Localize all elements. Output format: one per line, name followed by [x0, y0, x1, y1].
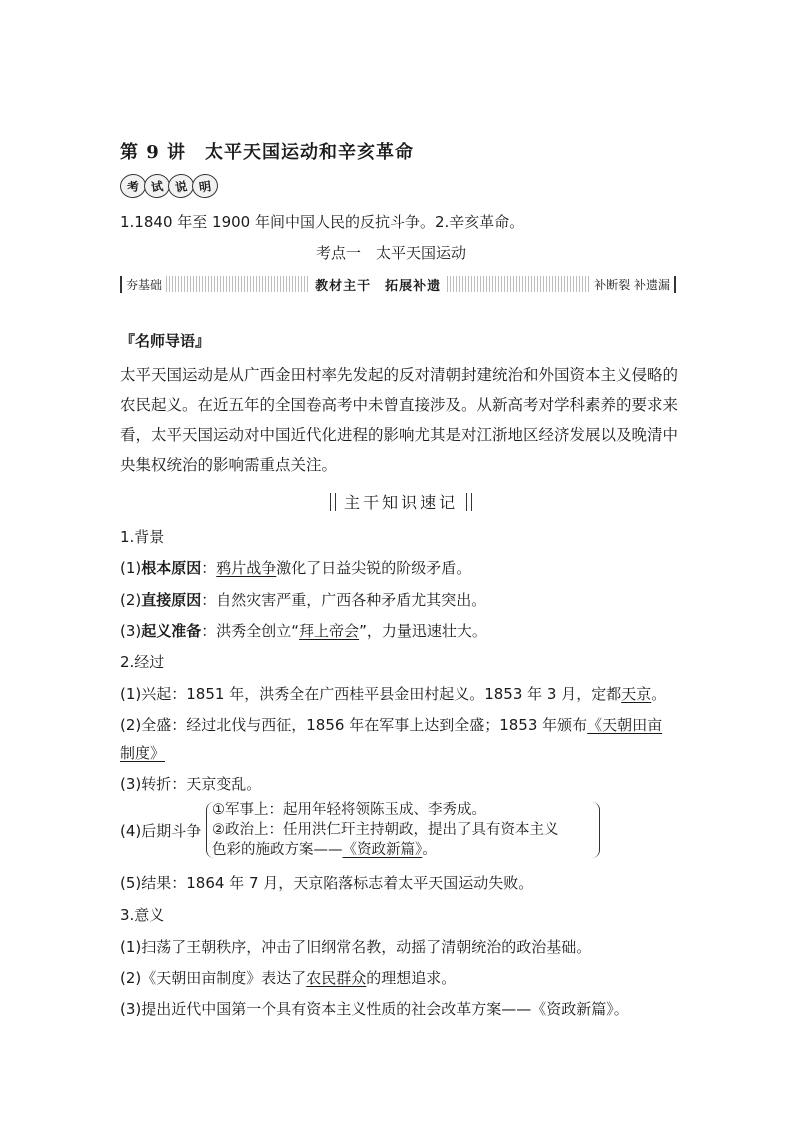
sec2-item-5: (5)结果：1864 年 7 月，天京陷落标志着太平天国运动失败。 — [120, 874, 534, 892]
tag-char: 明 — [190, 172, 219, 199]
sec3-heading: 3.意义 — [120, 906, 165, 924]
brace-line-program — [212, 840, 559, 860]
sec3-item-1: (1)扫荡了王朝秩序，冲击了旧纲常名教，动摇了清朝统治的政治基础。 — [120, 938, 592, 956]
item-bold: 起义准备 — [141, 622, 202, 640]
item-text: ”，力量迅速壮大。 — [359, 622, 487, 640]
item-underlined: 农民群众 — [306, 969, 367, 987]
guide-heading: 『名师导语』 — [120, 332, 211, 350]
item-bold: 直接原因 — [141, 591, 202, 609]
item-text: 。 — [422, 842, 437, 858]
item-underlined: 天京 — [621, 685, 652, 703]
banner-left-label: 夯基础 — [120, 276, 166, 293]
banner-center-label: 教材主干 拓展补遗 — [315, 278, 442, 294]
lecture-title: 第 9 讲 太平天国运动和辛亥革命 — [120, 142, 415, 163]
subhead-left-bar — [330, 493, 336, 511]
item-text: (2)《天朝田亩制度》表达了 — [120, 969, 307, 987]
sec3-item-3: (3)提出近代中国第一个具有资本主义性质的社会改革方案——《资政新篇》。 — [120, 1000, 629, 1018]
item-text: 色彩的施政方案—— — [212, 842, 343, 858]
sec2-item-3: (3)转折：天京变乱。 — [120, 775, 262, 793]
item-text: (1)兴起：1851 年，洪秀全在广西桂平县金田村起义。1853 年 3 月，定都 — [120, 685, 622, 703]
sec1-heading: 1.背景 — [120, 528, 165, 546]
sec2-item-4-label: (4)后期斗争 — [120, 822, 202, 840]
sec2-heading: 2.经过 — [120, 653, 165, 671]
late-struggle-brace — [206, 800, 600, 862]
item-bold: 根本原因 — [141, 559, 202, 577]
section-banner — [120, 274, 676, 294]
item-underlined: 《资政新篇》 — [342, 842, 423, 858]
section-title: 考点一 太平天国运动 — [316, 244, 467, 262]
sec1-item-3 — [120, 621, 487, 641]
item-colon: ： — [201, 559, 217, 577]
banner-right-label: 补断裂 补遗漏 — [590, 276, 676, 293]
sec2-item-1 — [120, 684, 666, 704]
brace-content — [212, 800, 559, 860]
exam-description: 1.1840 年至 1900 年间中国人民的反抗斗争。2.辛亥革命。 — [120, 213, 525, 231]
item-underlined: 制度》 — [120, 744, 166, 762]
right-brace — [591, 802, 600, 858]
sec1-item-2 — [120, 590, 486, 610]
item-text: (2)全盛：经过北伐与西征，1856 年在军事上达到全盛；1853 年颁布 — [120, 716, 588, 734]
item-label: (2) — [120, 591, 142, 609]
item-underlined: 拜上帝会 — [299, 622, 360, 640]
item-text: 的理想追求。 — [366, 969, 457, 987]
item-label: (3) — [120, 622, 142, 640]
brace-line-political: ②政治上：任用洪仁玕主持朝政，提出了具有资本主义 — [212, 822, 559, 838]
sec2-item-2-cont — [120, 743, 165, 763]
item-text: ：洪秀全创立“ — [201, 622, 300, 640]
brace-line-military: ①军事上：起用年轻将领陈玉成、李秀成。 — [212, 802, 486, 818]
tag-char: 试 — [142, 172, 171, 199]
sec2-item-2 — [120, 715, 662, 735]
tag-char: 说 — [166, 172, 195, 199]
tag-char: 考 — [118, 172, 147, 199]
item-label: (1) — [120, 559, 142, 577]
banner-stripe — [166, 276, 309, 292]
guide-paragraph: 太平天国运动是从广西金田村率先发起的反对清朝封建统治和外国资本主义侵略的农民起义。在近五年的全国卷高考中未曾直接涉及。从新高考对学科素养的要求来看，太平天国运动对中国近代化进程的影响尤其是对江浙地区经济发展以及晚清中央集权统治的影响需重点关注。 — [120, 366, 679, 474]
knowledge-subheading — [330, 490, 472, 513]
item-underlined: 鸦片战争 — [216, 559, 277, 577]
sec3-item-2 — [120, 968, 456, 988]
item-text: ：自然灾害严重，广西各种矛盾尤其突出。 — [201, 591, 487, 609]
subhead-text: 主干知识速记 — [344, 493, 459, 512]
item-text: 激化了日益尖锐的阶级矛盾。 — [276, 559, 472, 577]
subhead-right-bar — [466, 493, 472, 511]
banner-stripe — [447, 276, 590, 292]
item-text: 。 — [651, 685, 667, 703]
item-underlined: 《天朝田亩 — [587, 716, 663, 734]
exam-description-tag — [120, 174, 216, 198]
sec1-item-1 — [120, 558, 471, 578]
